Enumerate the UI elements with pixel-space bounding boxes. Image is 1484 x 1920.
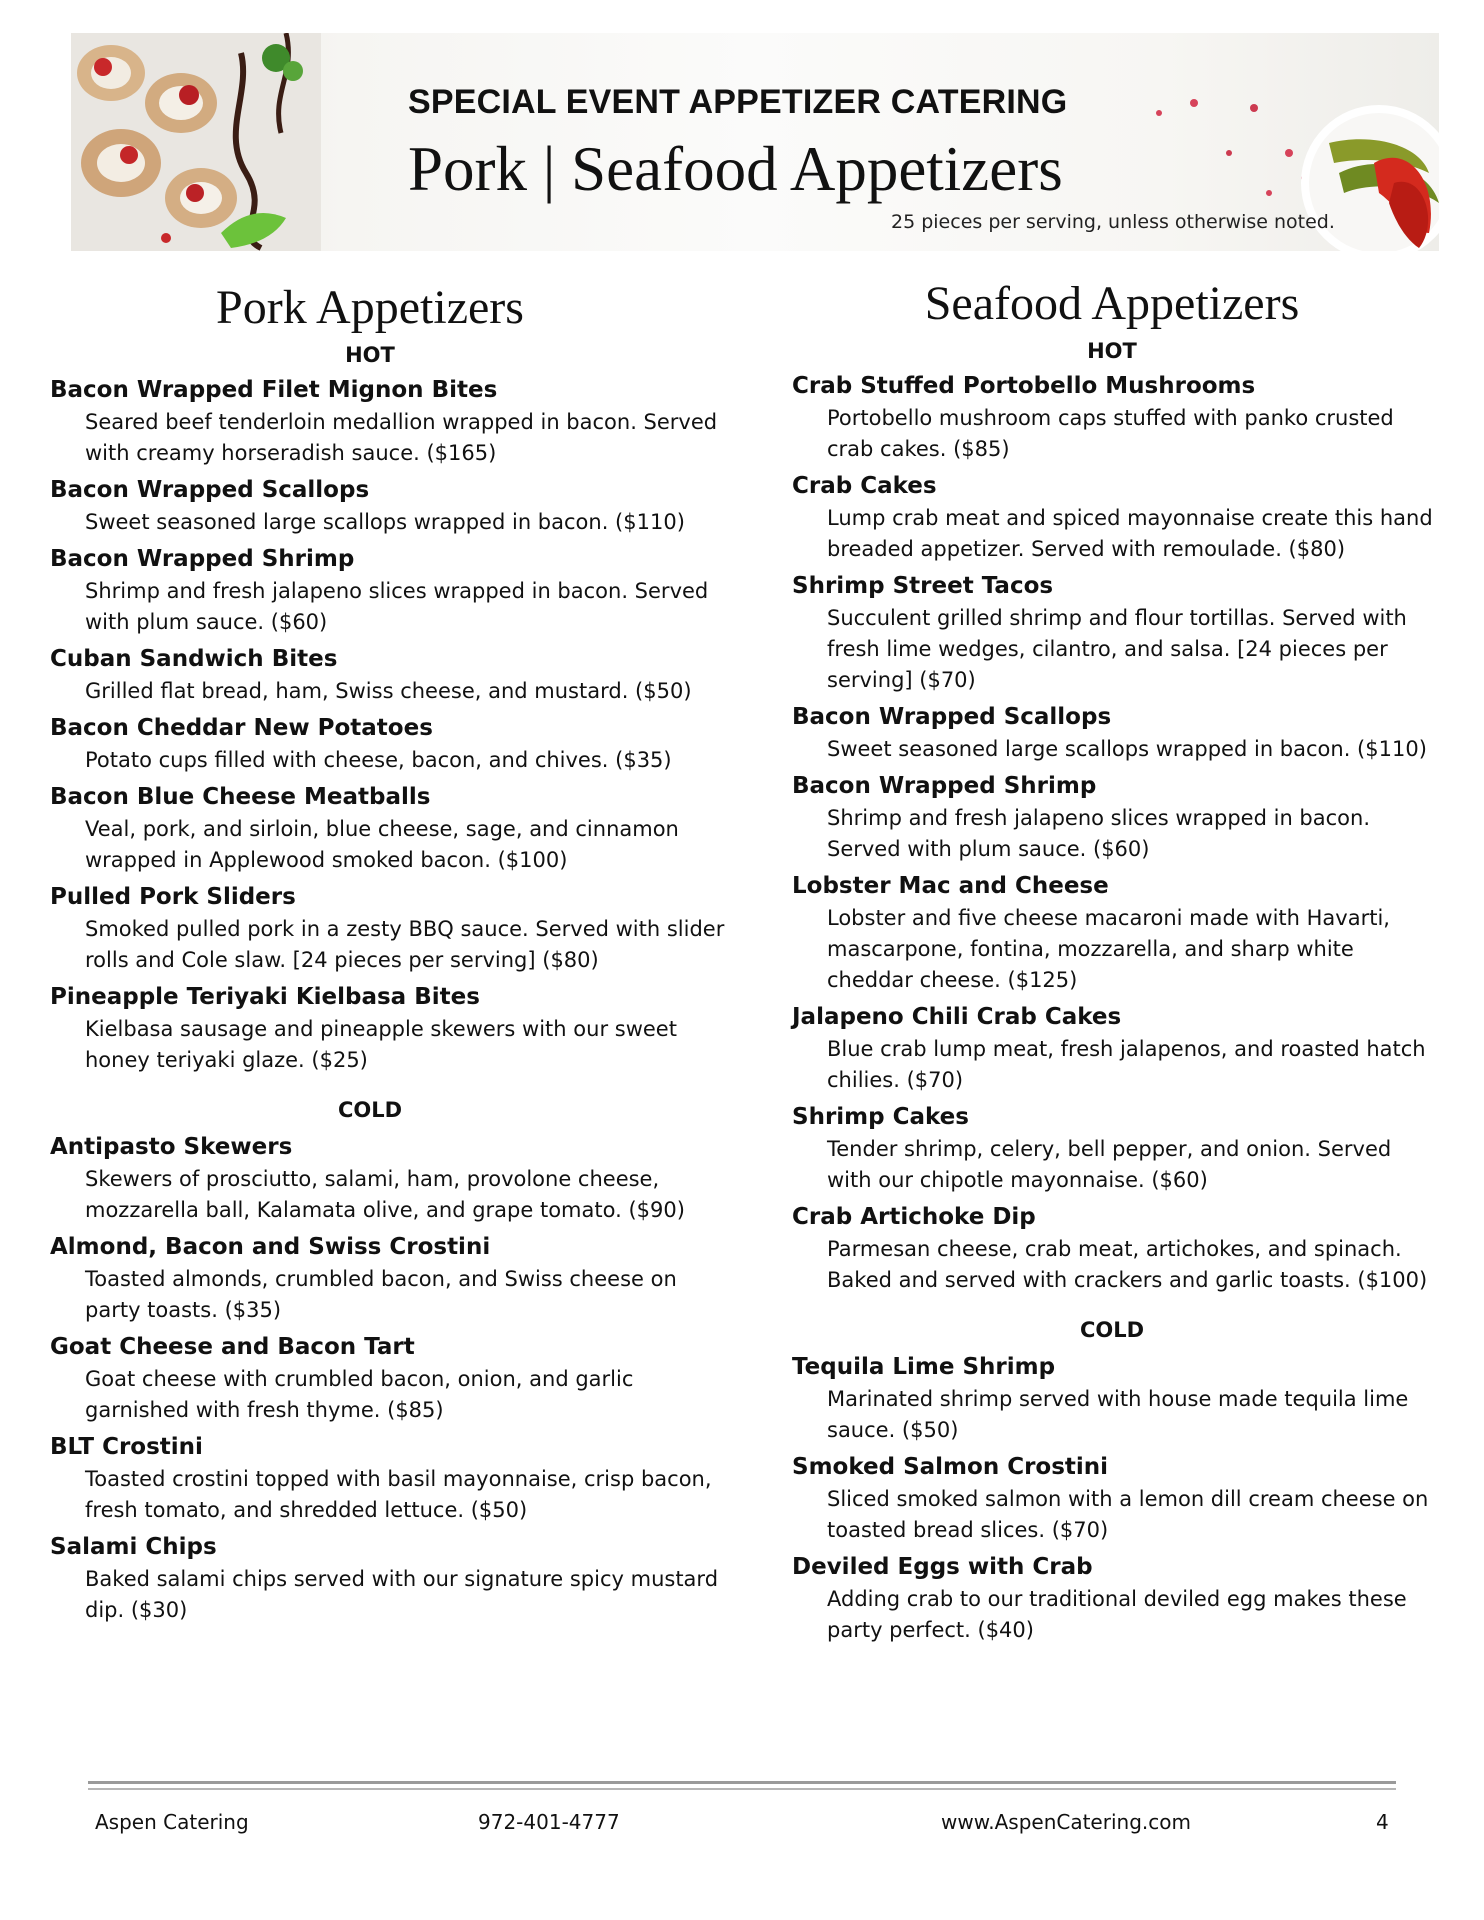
menu-item — [50, 880, 730, 976]
menu-item — [50, 473, 730, 538]
menu-item-description: Parmesan cheese, crab meat, artichokes, and spinach. Baked and served with crackers and garlic toasts. ($100) — [827, 1236, 1428, 1292]
pork-column — [50, 278, 730, 1630]
menu-item-description: Tender shrimp, celery, bell pepper, and onion. Served with our chipotle mayonnaise. ($60) — [827, 1136, 1392, 1192]
menu-item-description: Baked salami chips served with our signature spicy mustard dip. ($30) — [85, 1566, 719, 1622]
menu-item-name: BLT Crostini — [50, 1433, 203, 1460]
menu-item — [50, 642, 730, 707]
serving-note: 25 pieces per serving, unless otherwise noted. — [891, 211, 1335, 233]
menu-item-description: Lump crab meat and spiced mayonnaise create this hand breaded appetizer. Served with remoulade. ($80) — [827, 505, 1433, 561]
menu-item-name: Tequila Lime Shrimp — [792, 1353, 1056, 1380]
menu-item-description: Seared beef tenderloin medallion wrapped in bacon. Served with creamy horseradish sauce. ($165) — [85, 409, 718, 465]
menu-item — [792, 1000, 1442, 1096]
menu-item — [792, 1450, 1442, 1546]
menu-item-description: Goat cheese with crumbled bacon, onion, and garlic garnished with fresh thyme. ($85) — [85, 1366, 634, 1422]
menu-item-description: Lobster and five cheese macaroni made with Havarti, mascarpone, fontina, mozzarella, and sharp white cheddar cheese. ($125) — [827, 905, 1390, 992]
menu-item-description: Potato cups filled with cheese, bacon, and chives. ($35) — [85, 747, 672, 772]
menu-item-description: Skewers of prosciutto, salami, ham, provolone cheese, mozzarella ball, Kalamata olive, and grape tomato. ($90) — [85, 1166, 685, 1222]
appetizer-photo-left — [71, 33, 321, 251]
menu-item-description: Sliced smoked salmon with a lemon dill cream cheese on toasted bread slices. ($70) — [827, 1486, 1429, 1542]
pork-cold-list — [50, 1130, 730, 1626]
menu-item — [792, 700, 1442, 765]
menu-item-name: Bacon Wrapped Shrimp — [792, 772, 1097, 799]
seafood-cold-heading: COLD — [1079, 1317, 1145, 1342]
seafood-hot-list — [792, 369, 1442, 1296]
menu-item — [50, 1230, 730, 1326]
banner-kicker: SPECIAL EVENT APPETIZER CATERING — [408, 83, 1068, 121]
menu-item-description: Grilled flat bread, ham, Swiss cheese, and mustard. ($50) — [85, 678, 692, 703]
menu-item-name: Cuban Sandwich Bites — [50, 645, 338, 672]
menu-item-name: Lobster Mac and Cheese — [792, 872, 1109, 899]
menu-item — [50, 780, 730, 876]
menu-item-name: Deviled Eggs with Crab — [792, 1553, 1093, 1580]
pork-hot-list — [50, 373, 730, 1076]
menu-item-name: Bacon Wrapped Shrimp — [50, 545, 355, 572]
menu-item — [792, 369, 1442, 465]
seafood-hot-heading: HOT — [1087, 338, 1137, 363]
menu-item — [792, 1550, 1442, 1646]
menu-item — [50, 542, 730, 638]
menu-item-name: Bacon Wrapped Scallops — [50, 476, 370, 503]
menu-item — [50, 373, 730, 469]
menu-item — [50, 1330, 730, 1426]
menu-item-name: Jalapeno Chili Crab Cakes — [792, 1003, 1122, 1030]
menu-item-name: Shrimp Cakes — [792, 1103, 969, 1130]
menu-item — [50, 1430, 730, 1526]
menu-item — [50, 980, 730, 1076]
page-number: 4 — [1376, 1810, 1389, 1834]
menu-item-name: Bacon Blue Cheese Meatballs — [50, 783, 431, 810]
footer-phone: 972-401-4777 — [478, 1810, 620, 1834]
menu-item-name: Smoked Salmon Crostini — [792, 1453, 1109, 1480]
menu-item — [792, 569, 1442, 696]
menu-item — [50, 1130, 730, 1226]
menu-item-description: Portobello mushroom caps stuffed with panko crusted crab cakes. ($85) — [827, 405, 1394, 461]
menu-item-name: Bacon Wrapped Scallops — [792, 703, 1112, 730]
menu-item-description: Toasted crostini topped with basil mayonnaise, crisp bacon, fresh tomato, and shredded lettuce. ($50) — [85, 1466, 712, 1522]
footer-company: Aspen Catering — [95, 1810, 249, 1834]
seafood-section-title: Seafood Appetizers — [924, 277, 1300, 330]
menu-item-description: Sweet seasoned large scallops wrapped in bacon. ($110) — [85, 509, 685, 534]
menu-item — [792, 869, 1442, 996]
menu-item — [792, 1350, 1442, 1446]
menu-item — [792, 469, 1442, 565]
menu-item-description: Shrimp and fresh jalapeno slices wrapped in bacon. Served with plum sauce. ($60) — [827, 805, 1371, 861]
menu-item — [792, 769, 1442, 865]
menu-item-name: Shrimp Street Tacos — [792, 572, 1054, 599]
menu-item-description: Sweet seasoned large scallops wrapped in bacon. ($110) — [827, 736, 1427, 761]
menu-item-name: Salami Chips — [50, 1533, 217, 1560]
menu-item — [50, 711, 730, 776]
menu-item — [792, 1100, 1442, 1196]
pork-cold-heading: COLD — [337, 1097, 403, 1122]
menu-item — [792, 1200, 1442, 1296]
pork-section-title: Pork Appetizers — [216, 281, 524, 334]
seafood-column — [792, 278, 1442, 1650]
header-banner — [71, 33, 1439, 251]
page-title: Pork | Seafood Appetizers — [408, 134, 1063, 204]
menu-item-name: Antipasto Skewers — [50, 1133, 293, 1160]
menu-item-description: Veal, pork, and sirloin, blue cheese, sage, and cinnamon wrapped in Applewood smoked bacon. ($100) — [85, 816, 679, 872]
menu-item-description: Shrimp and fresh jalapeno slices wrapped in bacon. Served with plum sauce. ($60) — [85, 578, 709, 634]
footer-website: www.AspenCatering.com — [941, 1810, 1191, 1834]
page-footer — [0, 1810, 1484, 1840]
menu-item-description: Adding crab to our traditional deviled egg makes these party perfect. ($40) — [827, 1586, 1407, 1642]
menu-item-name: Pineapple Teriyaki Kielbasa Bites — [50, 983, 480, 1010]
menu-item-name: Goat Cheese and Bacon Tart — [50, 1333, 415, 1360]
footer-divider — [88, 1781, 1396, 1784]
seafood-cold-list — [792, 1350, 1442, 1646]
menu-item — [50, 1530, 730, 1626]
menu-item-description: Smoked pulled pork in a zesty BBQ sauce. Served with slider rolls and Cole slaw. [24 pieces per serving] ($80) — [85, 916, 725, 972]
menu-item-name: Bacon Cheddar New Potatoes — [50, 714, 433, 741]
pork-hot-heading: HOT — [345, 342, 395, 367]
menu-item-name: Crab Cakes — [792, 472, 937, 499]
menu-item-description: Succulent grilled shrimp and flour tortillas. Served with fresh lime wedges, cilantro, and salsa. [24 pieces per serving] ($70) — [827, 605, 1407, 692]
menu-item-description: Marinated shrimp served with house made tequila lime sauce. ($50) — [827, 1386, 1409, 1442]
menu-item-description: Blue crab lump meat, fresh jalapenos, and roasted hatch chilies. ($70) — [827, 1036, 1426, 1092]
menu-item-name: Crab Stuffed Portobello Mushrooms — [792, 372, 1256, 399]
menu-item-name: Almond, Bacon and Swiss Crostini — [50, 1233, 491, 1260]
footer-divider-secondary — [88, 1788, 1396, 1790]
menu-item-description: Kielbasa sausage and pineapple skewers with our sweet honey teriyaki glaze. ($25) — [85, 1016, 677, 1072]
menu-item-description: Toasted almonds, crumbled bacon, and Swiss cheese on party toasts. ($35) — [85, 1266, 677, 1322]
menu-item-name: Pulled Pork Sliders — [50, 883, 296, 910]
menu-item-name: Bacon Wrapped Filet Mignon Bites — [50, 376, 498, 403]
menu-item-name: Crab Artichoke Dip — [792, 1203, 1036, 1230]
